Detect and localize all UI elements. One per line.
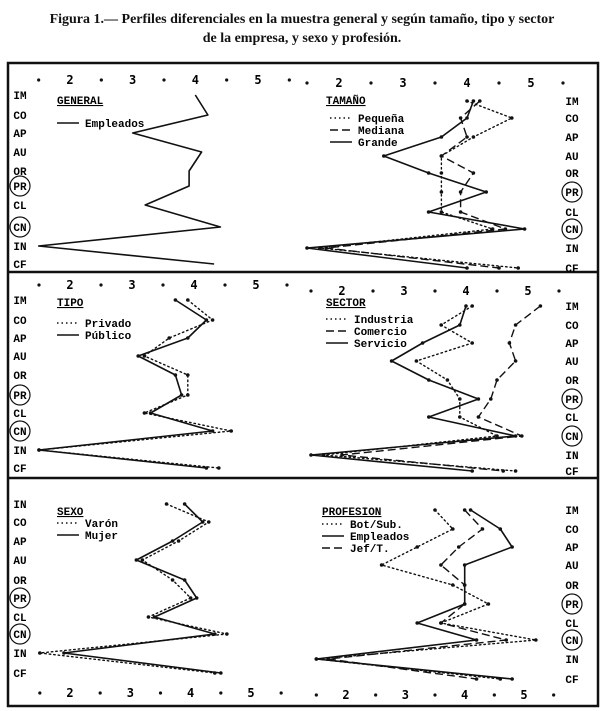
category-label-in: IN [13,500,27,512]
panel-title: GENERAL [57,96,104,108]
legend [330,114,405,150]
category-label-co: CO [13,316,27,328]
category-label-au: AU [565,561,579,573]
series-point [475,638,479,642]
category-label-or: OR [565,581,579,593]
series-point [520,434,524,438]
series-point [472,171,476,175]
series-point [469,508,473,512]
x-tick-label: 2 [66,278,74,292]
series-point [440,135,444,139]
category-label-cn: CN [13,223,27,235]
series-point [459,116,463,120]
category-label-au: AU [13,352,27,364]
x-axis-dot [493,693,496,696]
x-axis-dot [369,81,372,84]
category-label-cl: CL [565,208,579,220]
series-point [207,520,211,524]
series-point [143,411,147,415]
series-point [534,638,538,642]
x-axis [37,278,288,292]
category-label-cf: CF [565,264,579,276]
series-point [465,99,469,103]
series-point [440,190,444,194]
category-label-cf: CF [565,675,579,687]
series-point [211,318,215,322]
category-label-ap: AP [13,129,27,141]
series-point [213,632,217,636]
series-point [463,583,467,587]
series-point [217,466,221,470]
legend-label: Empleados [85,119,145,131]
category-label-cn: CN [565,225,579,237]
category-label-ap: AP [565,133,579,145]
x-axis-dot [561,81,564,84]
series-point [463,602,467,606]
series-point [504,638,508,642]
x-axis [315,688,556,702]
category-label-cl: CL [13,201,27,213]
category-label-in: IN [565,244,579,256]
x-tick-label: 2 [66,686,74,700]
category-label-im: IM [13,91,27,103]
category-label-or: OR [13,167,27,179]
series-point [340,453,344,457]
series-point [451,527,455,531]
category-label-pr: PR [565,395,579,407]
category-label-cn: CN [13,427,27,439]
series-point [446,378,450,382]
category-label-im: IM [565,97,579,109]
x-tick-label: 3 [126,686,134,700]
x-tick-label: 5 [247,686,255,700]
category-label-or: OR [13,576,27,588]
panel-title: TAMAÑO [326,96,366,108]
x-axis-dot [495,289,498,292]
category-label-ap: AP [13,537,27,549]
x-axis-dot [219,691,222,694]
category-label-cf: CF [13,669,27,681]
series-point [315,657,319,661]
legend-label: Mujer [85,531,119,543]
series-point [165,502,169,506]
series-point [484,190,488,194]
series-point [514,323,518,327]
category-labels [562,302,582,479]
x-axis-dot [497,81,500,84]
series-point [497,266,501,270]
series-point [539,304,543,308]
x-axis-dot [99,283,102,286]
category-label-au: AU [565,357,579,369]
chart-panel-general [10,73,291,272]
category-label-pr: PR [13,391,27,403]
series-point [382,154,386,158]
category-label-pr: PR [565,188,579,200]
category-label-cn: CN [13,630,27,642]
legend-label: Pequeña [358,114,405,126]
category-label-cf: CF [565,467,579,479]
series-point [523,227,527,231]
figure-title-line-2: de la empresa, y sexo y profesión. [202,31,402,46]
category-labels [10,91,30,272]
category-label-or: OR [565,169,579,181]
category-labels [562,97,582,276]
series-point [225,632,229,636]
x-tick-label: 5 [254,73,262,87]
category-label-co: CO [565,525,579,537]
series-point [62,651,66,655]
chart-panel-profesion [315,506,582,702]
series-point [439,323,443,327]
category-label-in: IN [13,446,27,458]
series-line-0 [323,306,515,471]
series-point [177,539,181,543]
series-point [174,373,178,377]
category-label-pr: PR [13,182,27,194]
x-tick-label: 3 [400,284,408,298]
series-point [183,578,187,582]
series-point [514,359,518,363]
legend-label: Empleados [350,532,410,544]
series-point [472,99,476,103]
series-point [174,298,178,302]
legend [57,319,132,343]
series-point [147,615,151,619]
category-label-im: IM [565,302,579,314]
x-axis-dot [223,283,226,286]
series-point [219,671,223,675]
category-label-cl: CL [13,613,27,625]
category-label-co: CO [13,111,27,123]
category-labels [562,506,582,687]
category-label-cn: CN [565,432,579,444]
series-point [136,354,140,358]
category-label-or: OR [13,371,27,383]
x-axis-dot [433,693,436,696]
legend-label: Varón [85,519,119,531]
x-axis-dot [99,691,102,694]
x-axis-dot [315,693,318,696]
series-point [458,323,462,327]
x-tick-label: 4 [461,688,469,702]
category-label-in: IN [565,655,579,667]
x-tick-label: 5 [527,76,535,90]
series-point [183,502,187,506]
series-point [472,135,476,139]
legend [326,315,414,351]
series-point [195,596,199,600]
series-point [186,298,190,302]
series-point [167,336,171,340]
legend [57,519,118,543]
legend-label: Servicio [354,339,407,351]
x-axis-dot [374,693,377,696]
series-point [470,469,474,473]
series-point [186,393,190,397]
series-point [326,657,330,661]
series-point [439,621,443,625]
x-axis-dot [309,289,312,292]
category-label-in: IN [13,649,27,661]
series-point [477,397,481,401]
category-label-au: AU [13,556,27,568]
x-tick-label: 4 [463,76,471,90]
series-point [189,596,193,600]
legend-label: Bot/Sub. [350,520,403,532]
series-point [380,563,384,567]
x-tick-label: 5 [524,284,532,298]
series-point [421,341,425,345]
series-line-1 [326,101,505,268]
panel-title: SEXO [57,507,84,519]
chart-panel-tipo [10,278,289,476]
series-point [464,304,468,308]
series-point [465,116,469,120]
series-point [415,359,419,363]
series-point [516,266,520,270]
x-axis [38,686,283,700]
series-point [415,621,419,625]
series-line-2 [307,101,525,268]
x-axis-dot [305,81,308,84]
series-point [205,318,209,322]
series-point [180,393,184,397]
series-point [458,415,462,419]
x-tick-label: 2 [342,688,350,702]
panel-title: PROFESION [322,507,382,519]
category-label-pr: PR [13,594,27,606]
x-tick-label: 4 [191,73,199,87]
series-point [451,583,455,587]
x-axis [305,76,564,90]
series-point [415,545,419,549]
series-point [37,448,41,452]
series-point [149,411,153,415]
series-point [463,563,467,567]
series-point [510,677,514,681]
category-label-co: CO [565,114,579,126]
series-point [305,246,309,250]
x-axis-dot [162,78,165,81]
category-label-au: AU [565,152,579,164]
category-label-cf: CF [13,464,27,476]
panel-title: SECTOR [326,298,366,310]
x-tick-label: 4 [187,686,195,700]
x-axis-dot [159,691,162,694]
series-point [458,397,462,401]
series-point [205,466,209,470]
series-point [309,453,313,457]
series-point [427,210,431,214]
category-label-co: CO [13,518,27,530]
x-axis-dot [371,289,374,292]
series-point [481,527,485,531]
series-point [171,578,175,582]
series-point [514,434,518,438]
series-point [510,116,514,120]
series-point [477,415,481,419]
panel-title: TIPO [57,298,84,310]
legend-label: Grande [358,138,398,150]
x-axis [309,284,560,298]
category-label-ap: AP [565,543,579,555]
category-labels [10,296,30,476]
legend-label: Público [85,331,132,343]
category-label-cl: CL [565,413,579,425]
series-point [470,304,474,308]
series-point [478,99,482,103]
x-tick-label: 3 [129,73,137,87]
x-axis-dot [552,693,555,696]
legend-label: Comercio [354,327,407,339]
series-point [459,210,463,214]
chart-panel-tamaño [305,76,582,276]
category-label-or: OR [565,376,579,388]
series-line-0 [320,101,518,268]
series-point [475,677,479,681]
x-tick-label: 3 [128,278,136,292]
series-point [508,341,512,345]
x-tick-label: 2 [338,284,346,298]
x-axis-dot [37,283,40,286]
series-point [465,266,469,270]
category-label-co: CO [565,321,579,333]
figure-title-line-1: Figura 1.— Perfiles diferenciales en la muestra general y según tamaño, tipo y sector [49,12,555,27]
series-point [153,615,157,619]
series-point [463,508,467,512]
series-point [427,415,431,419]
x-axis-dot [100,78,103,81]
category-label-au: AU [13,148,27,160]
chart-panel-sector [309,284,582,479]
x-axis-dot [161,283,164,286]
series-point [186,336,190,340]
series-point [440,171,444,175]
series-point [501,469,505,473]
x-tick-label: 4 [190,278,198,292]
series-point [427,378,431,382]
category-label-ap: AP [565,339,579,351]
series-point [498,527,502,531]
legend-label: Jef/T. [350,544,390,556]
category-label-cl: CL [13,409,27,421]
x-axis-dot [280,691,283,694]
series-point [171,539,175,543]
x-axis-dot [225,78,228,81]
x-axis-dot [285,283,288,286]
x-axis-dot [37,78,40,81]
series-point [457,545,461,549]
series-point [186,373,190,377]
series-point [427,171,431,175]
x-tick-label: 5 [252,278,260,292]
series-point [390,359,394,363]
category-label-im: IM [565,506,579,518]
x-axis-dot [557,289,560,292]
category-label-im: IM [13,296,27,308]
series-point [459,190,463,194]
series-point [465,135,469,139]
chart-panel-sexo [10,500,283,700]
x-axis-dot [38,691,41,694]
legend [322,520,409,556]
x-tick-label: 3 [401,688,409,702]
category-label-cl: CL [565,619,579,631]
legend-label: Mediana [358,126,405,138]
category-labels [10,500,30,681]
category-label-pr: PR [565,600,579,612]
x-axis-dot [433,289,436,292]
x-tick-label: 4 [462,284,470,298]
series-point [38,651,42,655]
x-axis-dot [433,81,436,84]
series-line-0 [39,300,231,468]
x-tick-label: 3 [399,76,407,90]
series-point [229,429,233,433]
category-label-in: IN [565,451,579,463]
x-tick-label: 2 [66,73,74,87]
legend-label: Industria [354,315,414,327]
x-tick-label: 5 [520,688,528,702]
x-tick-label: 2 [335,76,343,90]
series-point [135,558,139,562]
series-point [211,429,215,433]
series-point [514,469,518,473]
series-point [440,154,444,158]
series-point [495,378,499,382]
category-label-cf: CF [13,260,27,272]
legend-label: Privado [85,319,132,331]
series-point [489,397,493,401]
category-label-ap: AP [13,334,27,346]
category-label-cn: CN [565,636,579,648]
series-point [439,563,443,567]
series-point [470,341,474,345]
x-axis [37,73,291,87]
series-line-0 [40,504,227,673]
series-line-1 [316,510,512,679]
category-label-in: IN [13,242,27,254]
series-point [487,602,491,606]
legend [57,119,144,131]
series-point [201,520,205,524]
series-point [510,545,514,549]
figure-frame [8,63,598,706]
series-point [433,508,437,512]
x-axis-dot [288,78,291,81]
